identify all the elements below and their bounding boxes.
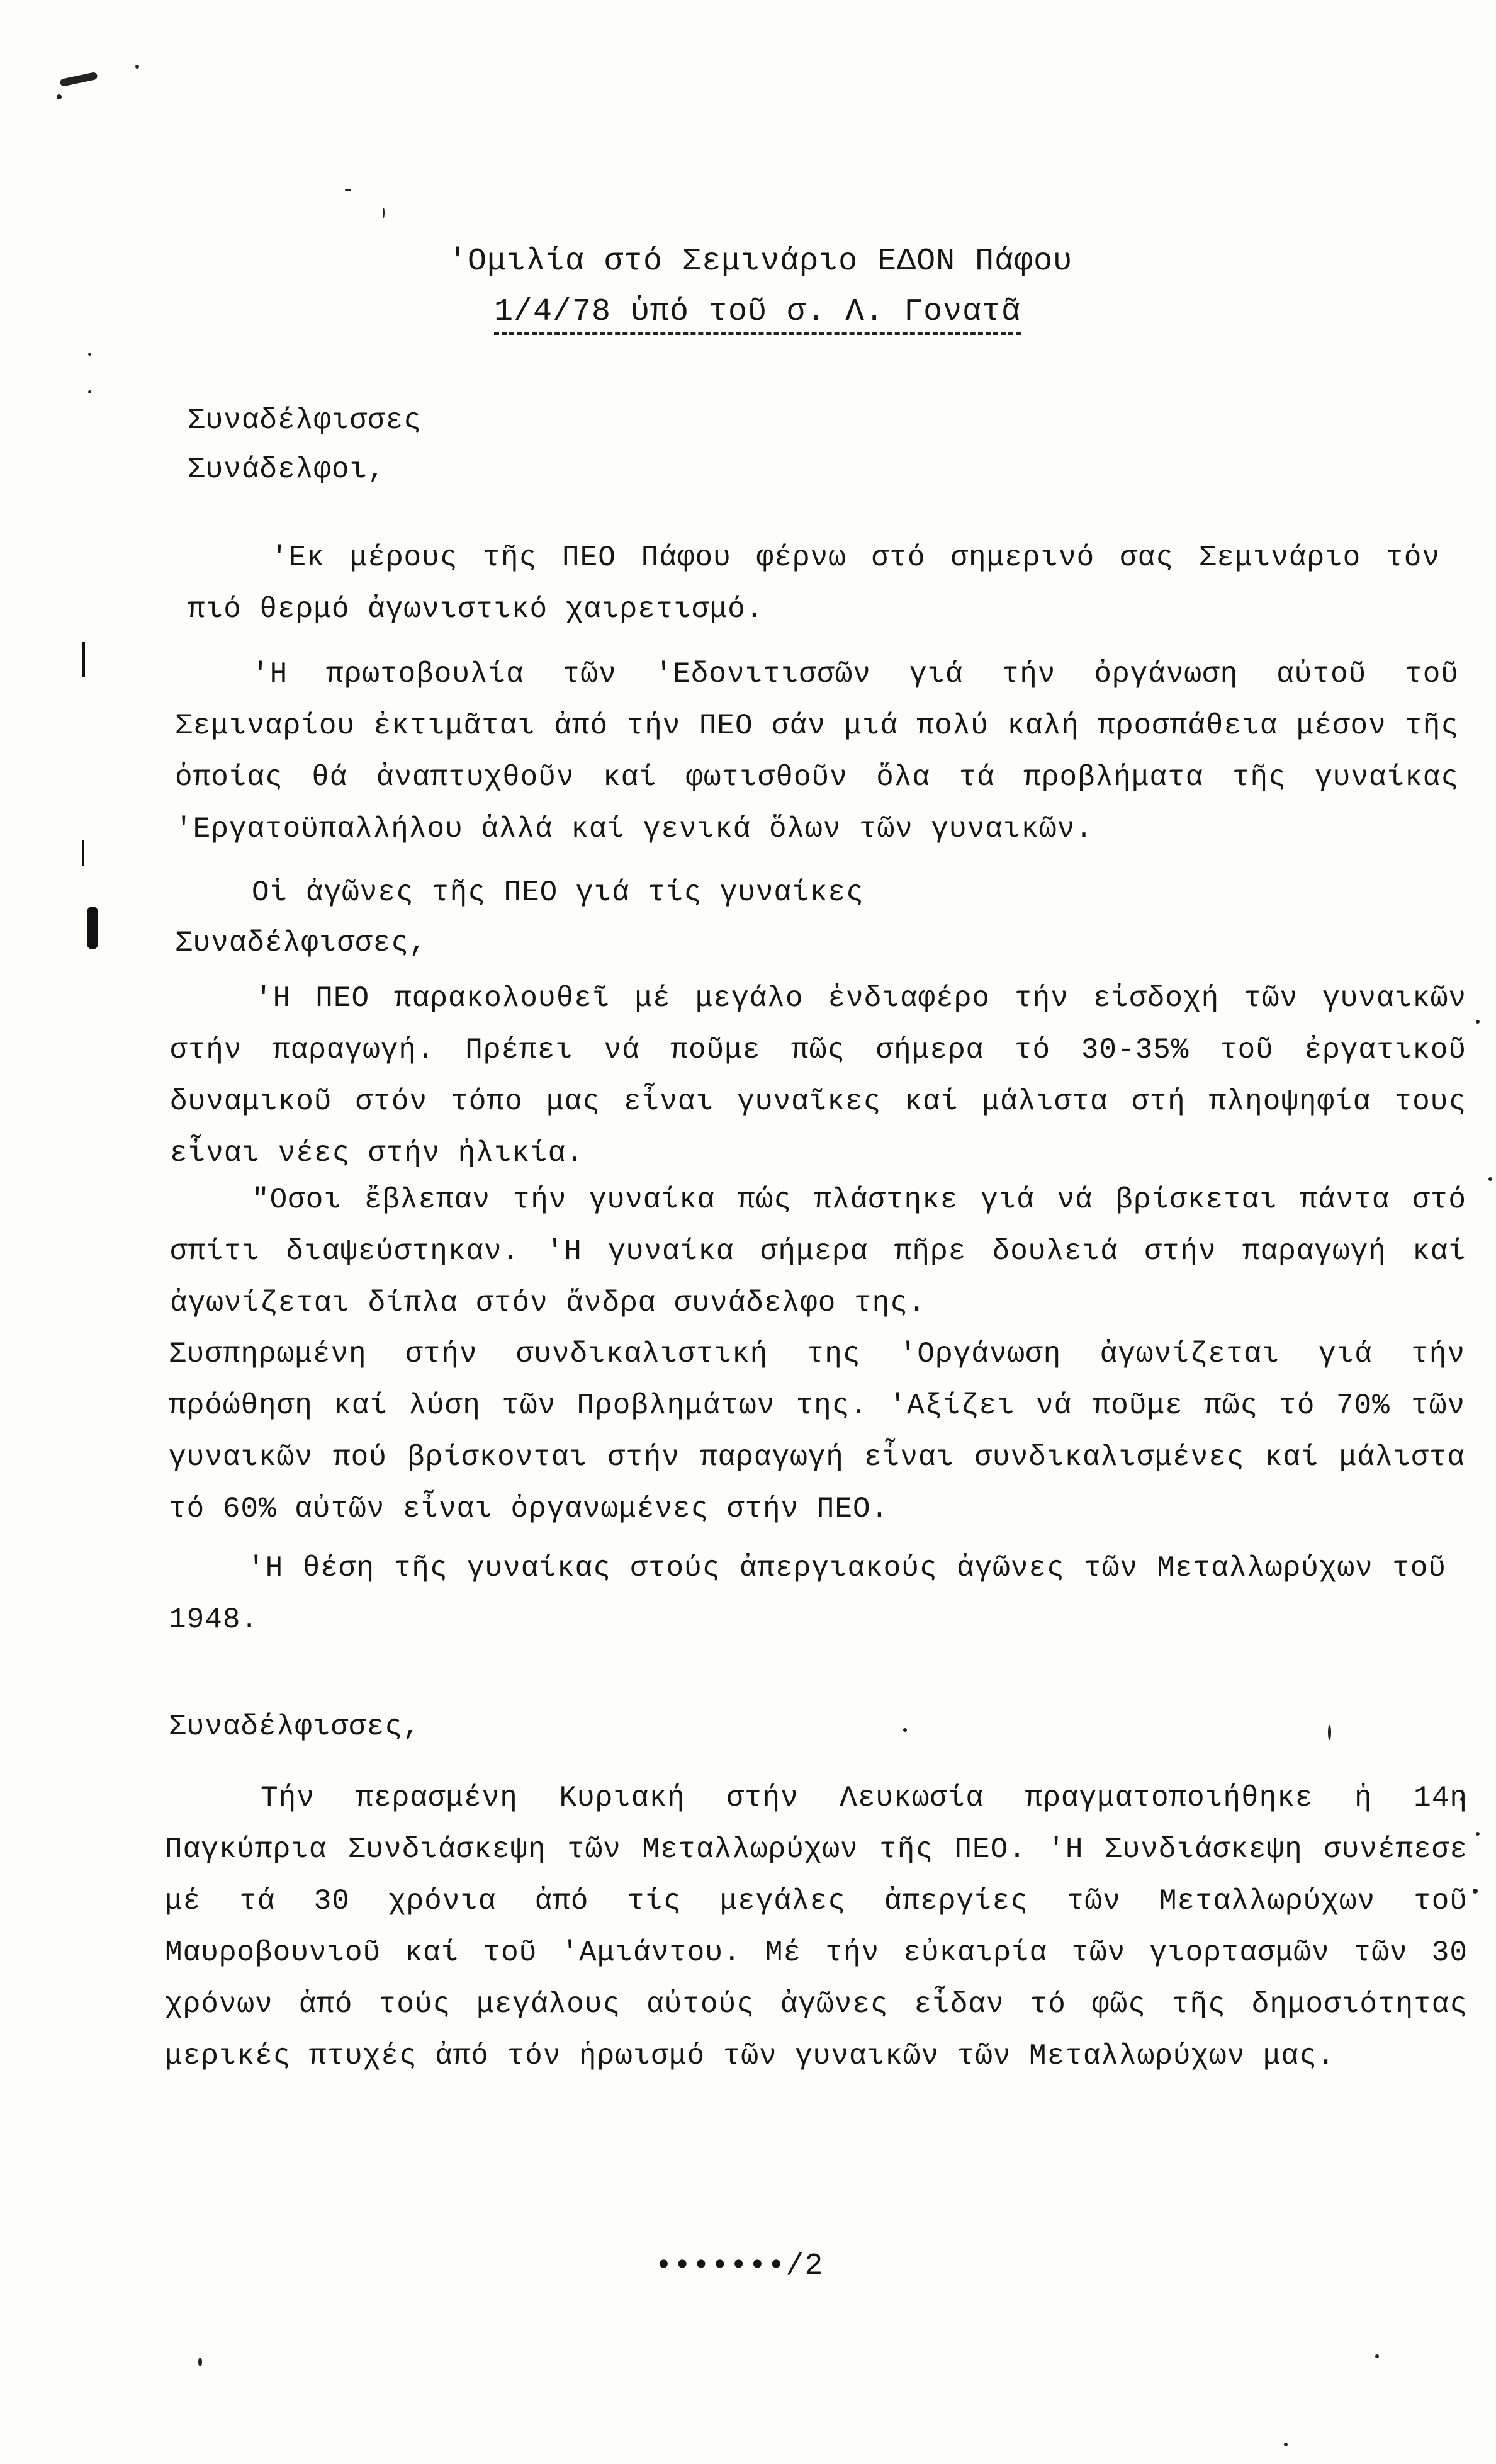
- scan-speck: [1328, 1725, 1331, 1740]
- salutation: Συναδέλφισσες,: [175, 927, 427, 959]
- scan-speck: [1476, 1020, 1480, 1024]
- scan-speck: [198, 2358, 202, 2366]
- margin-mark: [82, 840, 84, 866]
- document-title: 'Ομιλία στό Σεμινάριο ΕΔΟΝ Πάφου: [448, 244, 1073, 280]
- scan-speck: [88, 353, 91, 356]
- paragraph: 'Η ΠΕΟ παρακολουθεῖ μέ μεγάλο ἐνδιαφέρο τήν εἰσδοχή τῶν γυναικῶν στήν παραγωγή. Πρέπει νά ποῦμε πῶς σήμερα τό 30-35% τοῦ ἐργατικοῦ δυναμικοῦ στόν τόπο μας εἶναι γυναῖκες καί μάλιστα στή πληοψηφία τους εἶναι νέες στήν ἡλικία.: [170, 982, 1466, 1170]
- scan-speck: [59, 72, 98, 87]
- margin-mark: [87, 907, 98, 949]
- scan-speck: [135, 65, 139, 69]
- salutation: Συναδέλφισσες: [188, 404, 422, 437]
- scan-speck: [88, 390, 91, 393]
- scan-speck: [1476, 1832, 1480, 1836]
- paragraph: 'Η θέση τῆς γυναίκας στούς ἀπεργιακούς ἀγῶνες τῶν Μεταλλωρύχων τοῦ 1948.: [169, 1552, 1446, 1636]
- salutation: Συνάδελφοι,: [188, 453, 386, 486]
- paragraph: 'Η πρωτοβουλία τῶν 'Εδονιτισσῶν γιά τήν ὀργάνωση αὐτοῦ τοῦ Σεμιναρίου ἐκτιμᾶται ἀπό τήν ΠΕΟ σάν μιά πολύ καλή προσπάθεια μέσον τῆς ὁποίας θά ἀναπτυχθοῦν καί φωτισθοῦν ὅλα τά προβλήματα τῆς γυναίκας 'Εργατοϋπαλλήλου ἀλλά καί γενικά ὅλων τῶν γυναικῶν.: [175, 658, 1459, 845]
- paragraph: Συσπηρωμένη στήν συνδικαλιστική της 'Οργάνωση ἀγωνίζεται γιά τήν πρόώθηση καί λύση τῶν Προβλημάτων της. 'Αξίζει νά ποῦμε πῶς τό 70% τῶν γυναικῶν πού βρίσκονται στήν παραγωγή εἶναι συνδικαλισμένες καί μάλιστα τό 60% αὐτῶν εἶναι ὀργανωμένες στήν ΠΕΟ.: [169, 1338, 1465, 1525]
- paragraph: "Οσοι ἔβλεπαν τήν γυναίκα πώς πλάστηκε γιά νά βρίσκεται πάντα στό σπίτι διαψεύστηκαν. 'Η γυναίκα σήμερα πῆρε δουλειά στήν παραγωγή καί ἀγωνίζεται δίπλα στόν ἄνδρα συνάδελφο της.: [170, 1184, 1466, 1320]
- section-heading: Οἱ ἀγῶνες τῆς ΠΕΟ γιά τίς γυναίκες: [252, 876, 864, 909]
- margin-mark: [82, 642, 85, 677]
- page-continuation-marker: •••••••/2: [655, 2249, 824, 2283]
- document-date-author: 1/4/78 ὑπό τοῦ σ. Λ. Γονατᾶ: [494, 294, 1021, 335]
- scan-speck: [903, 1728, 907, 1732]
- scan-speck: [345, 189, 351, 191]
- scan-speck: [1488, 1177, 1492, 1181]
- scan-speck: [1473, 1889, 1478, 1894]
- scan-speck: [383, 208, 385, 218]
- salutation: Συναδέλφισσες,: [169, 1710, 421, 1743]
- paragraph: Τήν περασμένη Κυριακή στήν Λευκωσία πραγματοποιήθηκε ἡ 14η Παγκύπρια Συνδιάσκεψη τῶν Μεταλλωρύχων τῆς ΠΕΟ. 'Η Συνδιάσκεψη συνέπεσε μέ τά 30 χρόνια ἀπό τίς μεγάλες ἀπεργίες τῶν Μεταλλωρύχων τοῦ Μαυροβουνιοῦ καί τοῦ 'Αμιάντου. Μέ τήν εὐκαιρία τῶν γιορτασμῶν τῶν 30 χρόνων ἀπό τούς μεγάλους αὐτούς ἀγῶνες εἶδαν τό φῶς τῆς δημοσιότητας μερικές πτυχές ἀπό τόν ἡρωισμό τῶν γυναικῶν τῶν Μεταλλωρύχων μας.: [165, 1782, 1468, 2072]
- scan-speck: [57, 94, 62, 99]
- paragraph: 'Εκ μέρους τῆς ΠΕΟ Πάφου φέρνω στό σημερινό σας Σεμινάριο τόν πιό θερμό ἀγωνιστικό χαιρετισμό.: [188, 541, 1440, 626]
- document-subtitle: [494, 295, 1021, 330]
- scan-speck: [1284, 2443, 1288, 2446]
- scan-speck: [1375, 2354, 1379, 2358]
